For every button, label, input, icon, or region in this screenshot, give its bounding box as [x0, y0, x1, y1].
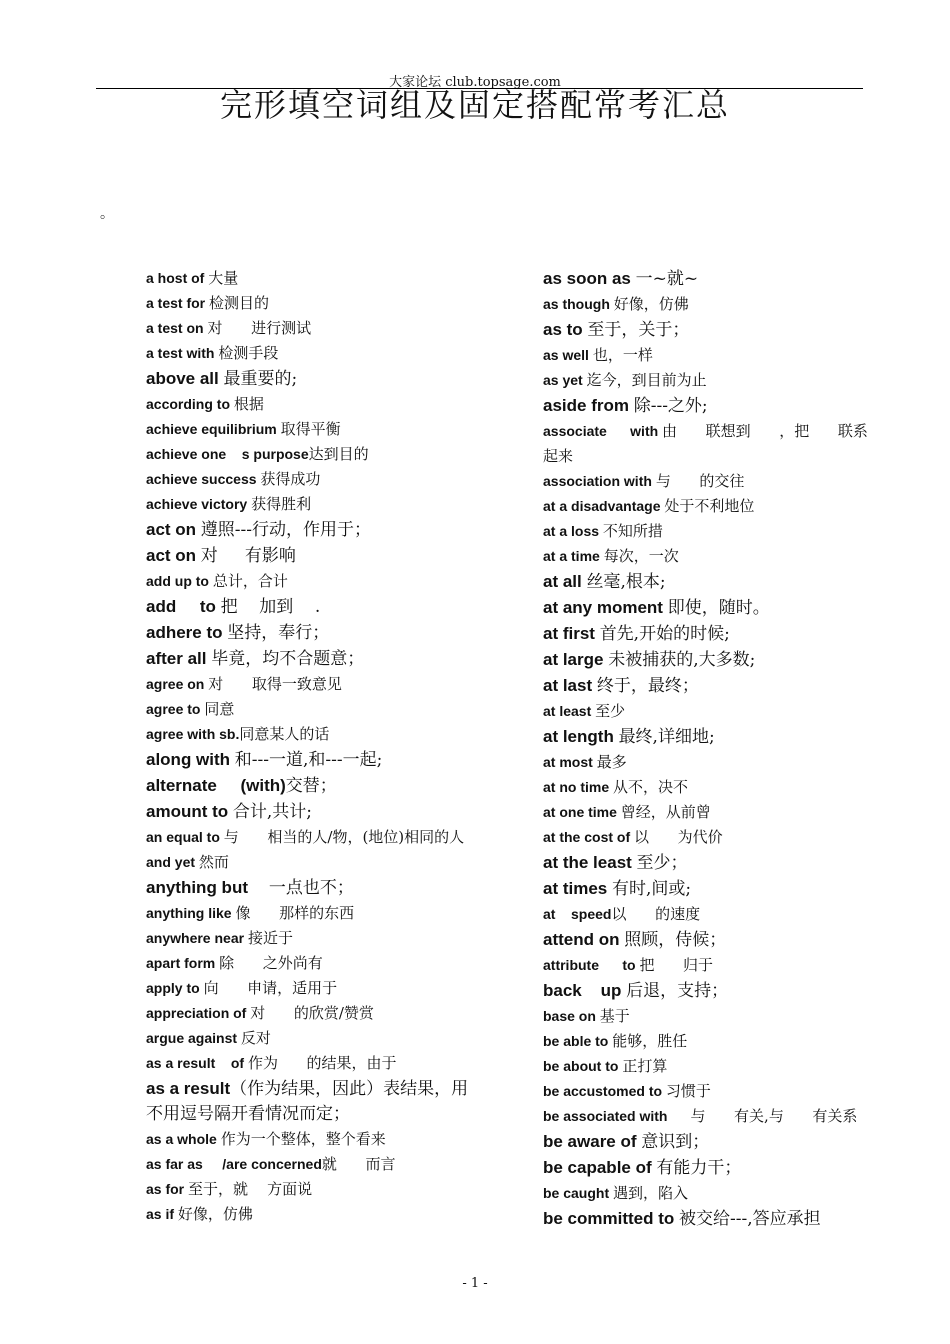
phrase-definition: 大量 — [208, 269, 239, 287]
phrase-entry — [543, 266, 873, 292]
phrase-definition: 与 的交往 — [655, 472, 745, 490]
phrase-term: according to — [146, 396, 234, 412]
phrase-term: as though — [543, 296, 614, 312]
page-number: - 1 - — [462, 1276, 488, 1291]
phrase-term: alternate (with) — [146, 776, 286, 795]
phrase-definition: 能够，胜任 — [612, 1032, 688, 1050]
phrase-term: anything but — [146, 878, 253, 897]
phrase-term: aside from — [543, 396, 634, 415]
phrase-definition: 坚持，奉行； — [227, 623, 330, 643]
phrase-definition: 检测手段 — [218, 344, 279, 362]
phrase-definition: 接近于 — [247, 929, 293, 947]
phrase-definition: 丝毫,根本; — [586, 572, 666, 592]
phrase-term: after all — [146, 649, 212, 668]
phrase-term: as a result of — [146, 1055, 248, 1071]
phrase-definition: 除---之外; — [633, 396, 708, 416]
phrase-entry — [146, 926, 476, 951]
phrase-term: be able to — [543, 1033, 613, 1049]
phrase-entry — [543, 927, 873, 953]
phrase-entry — [543, 519, 873, 544]
phrase-term: at most — [543, 754, 597, 770]
phrase-term: be associated with — [543, 1108, 672, 1124]
phrase-definition: 至少 — [595, 702, 626, 720]
phrase-term: apply to — [146, 980, 204, 996]
phrase-definition: 习惯于 — [665, 1082, 711, 1100]
phrase-term: add to — [146, 597, 221, 616]
phrase-term: add up to — [146, 573, 213, 589]
phrase-definition: 迄今，到目前为止 — [586, 371, 707, 389]
phrase-term: as to — [543, 320, 588, 339]
phrase-definition: 向 申请，适用于 — [203, 979, 338, 997]
phrase-entry — [543, 699, 873, 724]
phrase-definition: 像 那样的东西 — [235, 904, 355, 922]
phrase-definition: 曾经，从前曾 — [620, 803, 711, 821]
phrase-definition: 然而 — [198, 853, 229, 871]
phrase-entry — [543, 393, 873, 419]
page-title: 完形填空词组及固定搭配常考汇总 — [219, 86, 730, 124]
phrase-definition: 即使，随时。 — [667, 598, 770, 618]
phrase-definition: 终于，最终； — [596, 676, 699, 696]
phrase-term: apart form — [146, 955, 220, 971]
phrase-definition: 与 有关,与 有关系 — [671, 1107, 858, 1125]
phrase-definition: 处于不利地位 — [664, 497, 755, 515]
phrase-definition: 后退，支持； — [626, 981, 729, 1001]
phrase-term: as far as /are concerned — [146, 1156, 322, 1172]
phrase-term: attribute to — [543, 957, 640, 973]
phrase-entry — [146, 672, 476, 697]
phrase-entry — [146, 417, 476, 442]
phrase-definition: 合计,共计; — [232, 802, 313, 822]
phrase-definition: 首先,开始的时候; — [599, 624, 730, 644]
phrase-entry — [146, 467, 476, 492]
phrase-term: and yet — [146, 854, 199, 870]
phrase-term: a test with — [146, 345, 219, 361]
phrase-entry — [146, 1051, 476, 1076]
phrase-definition: 被交给---,答应承担 — [679, 1209, 821, 1229]
phrase-definition: 也，一样 — [592, 346, 653, 364]
phrase-definition: 不知所措 — [602, 522, 663, 540]
phrase-entry — [543, 494, 873, 519]
phrase-definition: 正打算 — [622, 1057, 668, 1075]
phrase-entry — [543, 673, 873, 699]
phrase-entry — [146, 773, 476, 799]
phrase-entry — [543, 1181, 873, 1206]
phrase-definition: 检测目的 — [209, 294, 270, 312]
phrase-term: attend on — [543, 930, 625, 949]
phrase-entry — [146, 316, 476, 341]
phrase-definition: 好像，仿佛 — [613, 295, 689, 313]
phrase-term: associate with — [543, 423, 663, 439]
phrase-term: at large — [543, 650, 609, 669]
phrase-entry — [146, 1202, 476, 1227]
phrase-term: as for — [146, 1181, 189, 1197]
phrase-term: back up — [543, 981, 627, 1000]
phrase-term: at times — [543, 879, 612, 898]
phrase-definition: 有时,间或; — [611, 879, 692, 899]
phrase-entry — [146, 1127, 476, 1152]
phrase-term: act on — [146, 546, 201, 565]
phrase-term: be committed to — [543, 1209, 680, 1228]
phrase-entry — [146, 1152, 476, 1177]
phrase-entry — [146, 492, 476, 517]
phrase-definition: 对 有影响 — [200, 546, 296, 566]
phrase-entry — [146, 697, 476, 722]
phrase-entry — [146, 543, 476, 569]
phrase-definition: 对 取得一致意见 — [208, 675, 342, 693]
phrase-entry — [543, 1079, 873, 1104]
phrase-definition: 每次，一次 — [603, 547, 679, 565]
phrase-term: agree with sb. — [146, 726, 240, 742]
phrase-definition: 同意 — [204, 700, 235, 718]
phrase-entry — [543, 1206, 873, 1232]
phrase-entry — [543, 850, 873, 876]
phrase-term: agree to — [146, 701, 205, 717]
phrase-term: above all — [146, 369, 224, 388]
phrase-definition: 和---一道,和---一起; — [234, 750, 383, 770]
phrase-entry — [146, 951, 476, 976]
phrase-entry — [146, 620, 476, 646]
phrase-definition: 照顾，侍候； — [624, 930, 727, 950]
header-site-text: 大家论坛 club.topsage.com — [389, 75, 561, 90]
phrase-term: at first — [543, 624, 600, 643]
phrase-entry — [543, 343, 873, 368]
phrase-term: act on — [146, 520, 201, 539]
phrase-term: be aware of — [543, 1132, 642, 1151]
phrase-entry — [543, 750, 873, 775]
phrase-term: be about to — [543, 1058, 623, 1074]
phrase-definition: 除 之外尚有 — [219, 954, 323, 972]
phrase-term: at a loss — [543, 523, 603, 539]
phrase-term: at the least — [543, 853, 637, 872]
phrase-definition: 反对 — [240, 1029, 271, 1047]
phrase-term: achieve victory — [146, 496, 252, 512]
phrase-definition: 最终,详细地; — [618, 727, 715, 747]
phrase-term: at any moment — [543, 598, 668, 617]
phrase-definition: 有能力干； — [656, 1158, 742, 1178]
phrase-entry — [146, 366, 476, 392]
left-column — [146, 266, 476, 1227]
phrase-entry — [543, 419, 873, 469]
phrase-term: argue against — [146, 1030, 241, 1046]
phrase-definition: 达到目的 — [308, 445, 369, 463]
phrase-definition: 至于，关于； — [587, 320, 690, 340]
phrase-entry — [146, 569, 476, 594]
phrase-term: be caught — [543, 1185, 614, 1201]
phrase-entry — [146, 1076, 476, 1127]
phrase-definition: 就 而言 — [321, 1155, 396, 1173]
phrase-entry — [146, 747, 476, 773]
phrase-term: anything like — [146, 905, 236, 921]
phrase-term: at length — [543, 727, 619, 746]
phrase-term: appreciation of — [146, 1005, 251, 1021]
phrase-definition: 最重要的; — [223, 369, 298, 389]
phrase-definition: 总计，合计 — [212, 572, 288, 590]
phrase-entry — [146, 442, 476, 467]
phrase-definition: 好像，仿佛 — [177, 1205, 253, 1223]
phrase-entry — [543, 621, 873, 647]
phrase-definition: 根据 — [233, 395, 264, 413]
phrase-term: an equal to — [146, 829, 224, 845]
phrase-entry — [543, 775, 873, 800]
phrase-definition: 意识到； — [641, 1132, 710, 1152]
phrase-entry — [146, 341, 476, 366]
phrase-entry — [146, 266, 476, 291]
phrase-definition: 一~就~ — [635, 269, 699, 289]
phrase-entry — [543, 292, 873, 317]
phrase-entry — [146, 517, 476, 543]
phrase-definition: 以 的速度 — [611, 905, 701, 923]
phrase-entry — [146, 976, 476, 1001]
phrase-entry — [146, 901, 476, 926]
phrase-entry — [543, 595, 873, 621]
phrase-term: as if — [146, 1206, 178, 1222]
phrase-entry — [146, 392, 476, 417]
phrase-entry — [146, 594, 476, 620]
phrase-definition: 遵照---行动，作用于； — [200, 520, 372, 540]
intro-bullet: 。 — [100, 206, 114, 222]
phrase-term: achieve equilibrium — [146, 421, 281, 437]
phrase-entry — [543, 902, 873, 927]
phrase-term: at no time — [543, 779, 614, 795]
phrase-entry — [543, 1129, 873, 1155]
phrase-definition: 毕竟，均不合题意； — [211, 649, 365, 669]
phrase-term: a test on — [146, 320, 208, 336]
phrase-term: be accustomed to — [543, 1083, 666, 1099]
phrase-definition: 获得胜利 — [251, 495, 312, 513]
phrase-entry — [543, 1155, 873, 1181]
phrase-entry — [543, 544, 873, 569]
phrase-entry — [146, 850, 476, 875]
phrase-definition: 一点也不； — [252, 878, 354, 898]
phrase-definition: 对 进行测试 — [207, 319, 312, 337]
phrase-entry — [543, 724, 873, 750]
phrase-term: base on — [543, 1008, 600, 1024]
phrase-term: be capable of — [543, 1158, 657, 1177]
phrase-entry — [146, 799, 476, 825]
phrase-definition: 取得平衡 — [280, 420, 341, 438]
phrase-term: as soon as — [543, 269, 636, 288]
phrase-definition: 遇到，陷入 — [613, 1184, 689, 1202]
phrase-entry — [543, 978, 873, 1004]
phrase-entry — [543, 368, 873, 393]
phrase-definition: 对 的欣赏/赞赏 — [250, 1004, 374, 1022]
phrase-definition: 最多 — [596, 753, 627, 771]
phrase-term: as a result — [146, 1079, 231, 1098]
phrase-entry — [146, 875, 476, 901]
phrase-term: anywhere near — [146, 930, 248, 946]
phrase-definition: 由 联想到 ，把 联系起来 — [543, 422, 868, 465]
phrase-entry — [543, 1029, 873, 1054]
phrase-definition: 把 归于 — [639, 956, 714, 974]
phrase-term: at least — [543, 703, 596, 719]
phrase-entry — [543, 825, 873, 850]
phrase-term: along with — [146, 750, 235, 769]
phrase-definition: 获得成功 — [260, 470, 321, 488]
phrase-definition: 基于 — [599, 1007, 630, 1025]
phrase-entry — [543, 1054, 873, 1079]
phrase-term: achieve success — [146, 471, 261, 487]
phrase-term: at a time — [543, 548, 604, 564]
phrase-entry — [146, 1177, 476, 1202]
right-column — [543, 266, 873, 1232]
phrase-definition: 作为一个整体，整个看来 — [220, 1130, 386, 1148]
phrase-entry — [543, 876, 873, 902]
phrase-definition: 至少； — [636, 853, 688, 873]
phrase-entry — [146, 1001, 476, 1026]
phrase-entry — [146, 646, 476, 672]
phrase-term: at one time — [543, 804, 621, 820]
phrase-entry — [543, 317, 873, 343]
phrase-definition: 交替； — [285, 776, 337, 796]
phrase-term: as a whole — [146, 1131, 221, 1147]
phrase-term: at last — [543, 676, 597, 695]
phrase-term: adhere to — [146, 623, 228, 642]
phrase-term: achieve one s purpose — [146, 446, 309, 462]
phrase-definition: 以 为代价 — [634, 828, 723, 846]
phrase-term: at a disadvantage — [543, 498, 665, 514]
phrase-entry — [543, 1104, 873, 1129]
phrase-definition: 把 加到 . — [220, 597, 321, 617]
phrase-term: at speed — [543, 906, 612, 922]
phrase-term: at all — [543, 572, 587, 591]
phrase-entry — [543, 800, 873, 825]
phrase-entry — [543, 469, 873, 494]
phrase-term: at the cost of — [543, 829, 635, 845]
phrase-entry — [146, 291, 476, 316]
phrase-term: amount to — [146, 802, 233, 821]
phrase-entry — [543, 569, 873, 595]
phrase-entry — [543, 1004, 873, 1029]
phrase-definition: 同意某人的话 — [239, 725, 330, 743]
phrase-entry — [543, 953, 873, 978]
phrase-definition: 未被捕获的,大多数; — [608, 650, 756, 670]
phrase-definition: 从不，决不 — [613, 778, 689, 796]
phrase-definition: 至于，就 方面说 — [188, 1180, 313, 1198]
phrase-term: association with — [543, 473, 656, 489]
phrase-term: agree on — [146, 676, 209, 692]
phrase-entry — [146, 1026, 476, 1051]
phrase-entry — [146, 722, 476, 747]
phrase-definition: （作为结果，因此）表结果，用不用逗号隔开看情况而定； — [146, 1079, 469, 1124]
phrase-definition: 作为 的结果，由于 — [247, 1054, 397, 1072]
phrase-entry — [146, 825, 476, 850]
phrase-term: as well — [543, 347, 593, 363]
phrase-definition: 与 相当的人/物，(地位)相同的人 — [223, 828, 465, 846]
phrase-term: a host of — [146, 270, 209, 286]
phrase-term: as yet — [543, 372, 587, 388]
phrase-term: a test for — [146, 295, 210, 311]
phrase-entry — [543, 647, 873, 673]
